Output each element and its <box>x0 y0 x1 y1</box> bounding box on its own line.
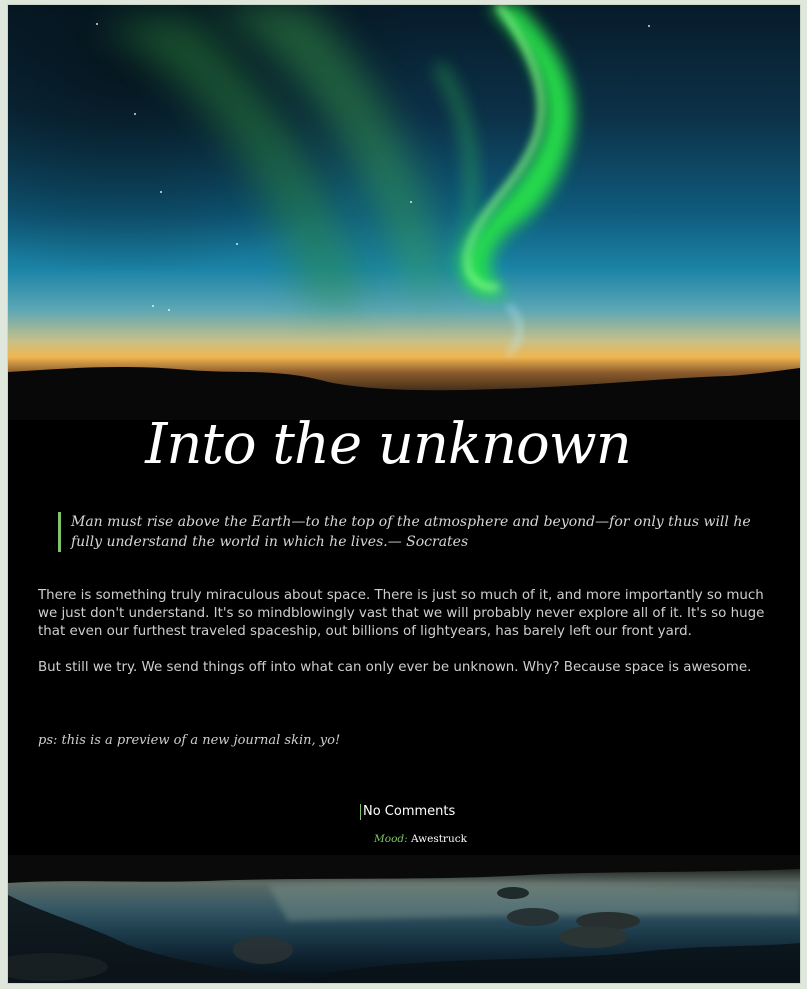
star <box>410 201 412 203</box>
lake-reflection-image <box>8 855 800 983</box>
aurora-graphic <box>8 5 800 405</box>
journal-page <box>8 5 800 983</box>
post-paragraph: But still we try. We send things off into what can only ever be unknown. Why? Because space is awesome. <box>38 660 752 675</box>
lake-graphic <box>8 855 800 983</box>
post-title: Into the unknown <box>145 412 631 477</box>
mood-value: Awestruck <box>411 833 467 845</box>
mood-line <box>374 832 467 846</box>
rock <box>497 887 529 899</box>
post-body <box>38 587 783 695</box>
rock <box>559 926 627 948</box>
rock <box>233 936 293 964</box>
star <box>236 243 238 245</box>
aurora-sky-image <box>8 5 800 405</box>
rock <box>507 908 559 926</box>
star <box>152 305 154 307</box>
post-paragraph: There is something truly miraculous about space. There is just so much of it, and more importantly so much we just don't understand. It's so mindblowingly vast that we will probably never explore all of it. It's so huge that even our furthest traveled spaceship, out billions of lightyears, has barely left our front yard. <box>38 588 765 639</box>
post-quote: Man must rise above the Earth—to the top of the atmosphere and beyond—for only thus will he fully understand the world in which he lives.— Socrates <box>58 512 761 552</box>
star <box>160 191 162 193</box>
mood-label: Mood: <box>374 833 408 845</box>
star <box>168 309 170 311</box>
comments-link[interactable]: No Comments <box>360 804 455 820</box>
post-ps-note: ps: this is a preview of a new journal skin, yo! <box>38 733 341 748</box>
star <box>96 23 98 25</box>
star <box>134 113 136 115</box>
star <box>648 25 650 27</box>
